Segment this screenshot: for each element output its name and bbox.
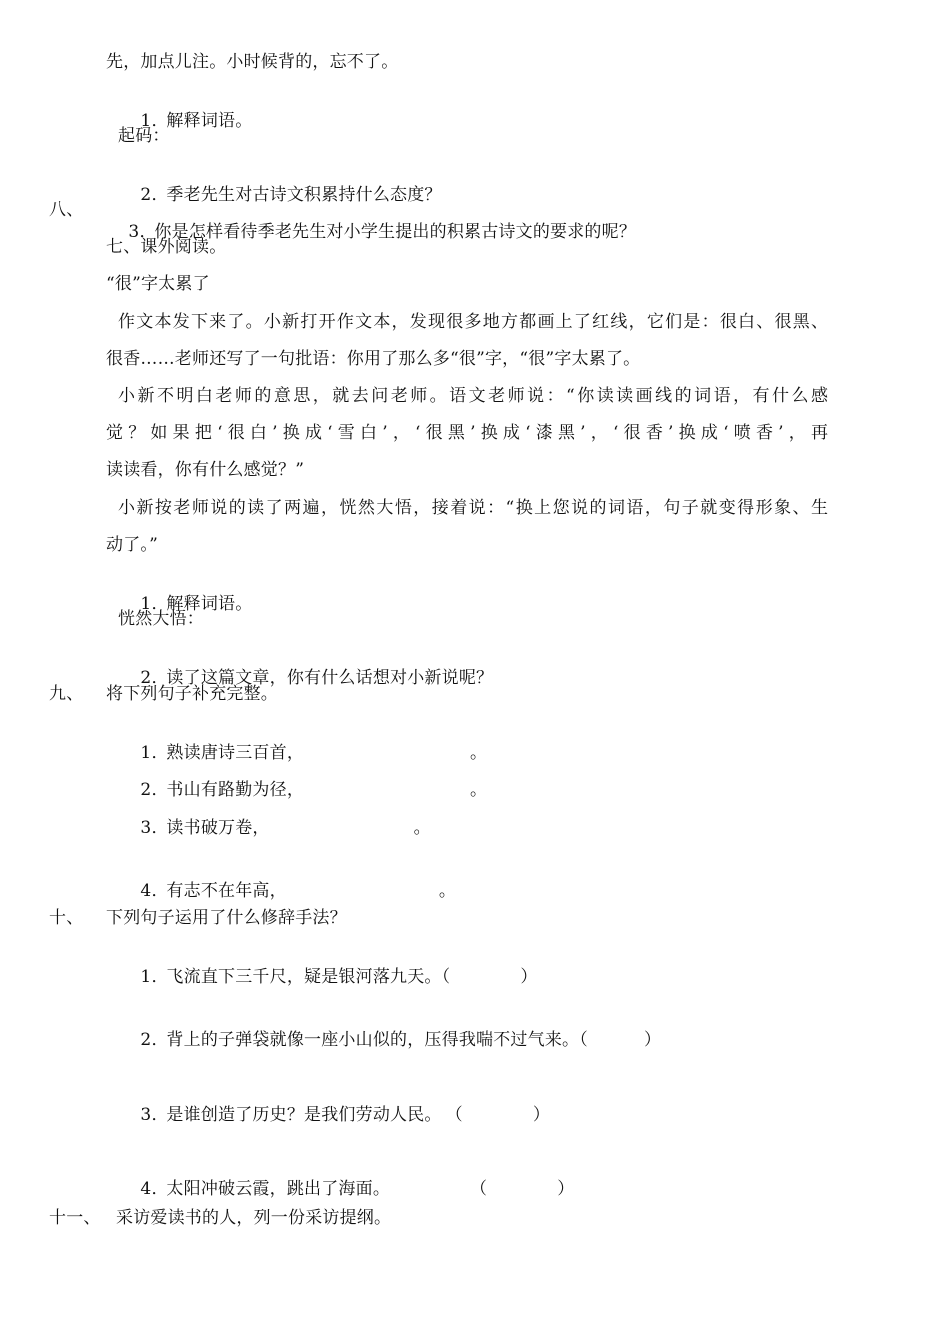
answer-prompt: 起码： <box>118 126 170 146</box>
item-number: 2． <box>140 780 169 800</box>
question-text: 解释词语。 <box>166 111 253 131</box>
item-number: 1． <box>140 967 169 987</box>
item-text: 背上的子弹袋就像一座小山似的，压得我喘不过气来。 <box>166 1030 580 1050</box>
item-text: 飞流直下三千尺，疑是银河落九天。 <box>166 967 442 987</box>
item-text: 读书破万卷， <box>166 818 270 838</box>
item-end: 。 <box>438 881 457 901</box>
item-text: 熟读唐诗三百首， <box>166 743 305 763</box>
rhetoric-item <box>118 1007 661 1073</box>
paragraph-line: 作文本发下来了。小新打开作文本，发现很多地方都画上了红线，它们是：很白、很黑、 <box>118 312 828 332</box>
section-title: 下列句子运用了什么修辞手法？ <box>106 908 347 928</box>
section-label: 十一、 <box>49 1208 101 1228</box>
rhetoric-item <box>118 1082 550 1148</box>
paren-close: ） <box>557 1179 575 1199</box>
item-number: 3． <box>140 818 169 838</box>
item-end: 。 <box>470 743 488 763</box>
item-text: 有志不在年高， <box>166 881 287 901</box>
paren-close: ） <box>643 1030 662 1050</box>
paragraph-line: 读读看，你有什么感觉？” <box>106 460 305 480</box>
section-heading: 七、课外阅读。 <box>106 237 227 257</box>
fill-in-item <box>118 795 431 861</box>
paragraph-line: 小新不明白老师的意思，就去问老师。语文老师说：“你读读画线的词语，有什么感 <box>118 386 828 406</box>
paren-close: ） <box>520 967 538 987</box>
question-number: 1． <box>140 594 169 614</box>
item-number: 3． <box>140 1105 169 1125</box>
paragraph-line: 小新按老师说的读了两遍，恍然大悟，接着说：“换上您说的词语，句子就变得形象、生 <box>118 498 828 518</box>
item-end: 。 <box>470 780 488 800</box>
question-text: 解释词语。 <box>166 594 253 614</box>
item-number: 1． <box>140 743 169 763</box>
paren-open: （ <box>470 1179 488 1199</box>
section-title: 将下列句子补充完整。 <box>106 684 278 704</box>
article-title: “很”字太累了 <box>106 274 210 294</box>
question-text: 读了这篇文章，你有什么话想对小新说呢？ <box>166 668 494 688</box>
text-line: 先，加点儿注。小时候背的，忘不了。 <box>106 52 399 72</box>
paragraph-line: 很香……老师还写了一句批语：你用了那么多“很”字，“很”字太累了。 <box>106 349 641 369</box>
paren-open: （ <box>579 1030 588 1050</box>
question-text: 你是怎样看待季老先生对小学生提出的积累古诗文的要求的呢？ <box>154 222 637 242</box>
item-text: 是谁创造了历史？是我们劳动人民。 <box>166 1105 442 1125</box>
question-number: 1． <box>140 111 169 131</box>
item-end: 。 <box>413 818 431 838</box>
paren-close: ） <box>532 1105 551 1125</box>
rhetoric-item <box>118 944 538 1010</box>
answer-prompt: 恍然大悟： <box>118 609 204 629</box>
question-text: 季老先生对古诗文积累持什么态度？ <box>166 185 442 205</box>
item-number: 4． <box>140 881 169 901</box>
item-number: 4． <box>140 1179 169 1199</box>
paren-open: （ <box>445 1105 463 1125</box>
question-number: 2． <box>140 185 169 205</box>
item-number: 2． <box>140 1030 169 1050</box>
item-text: 太阳冲破云霞，跳出了海面。 <box>166 1179 391 1199</box>
section-label: 十、 <box>49 908 84 928</box>
paren-open: （ <box>441 967 451 987</box>
item-text: 书山有路勤为径， <box>166 780 305 800</box>
question-number: 2． <box>140 668 169 688</box>
question-number: 3． <box>128 222 157 242</box>
section-label: 九、 <box>49 684 84 704</box>
section-label: 八、 <box>49 200 84 220</box>
paragraph-line: 动了。” <box>106 535 158 555</box>
paragraph-line: 觉？如果把‘很白’换成‘雪白’，‘很黑’换成‘漆黑’，‘很香’换成‘喷香’，再 <box>106 423 828 443</box>
section-title: 采访爱读书的人，列一份采访提纲。 <box>116 1208 392 1228</box>
